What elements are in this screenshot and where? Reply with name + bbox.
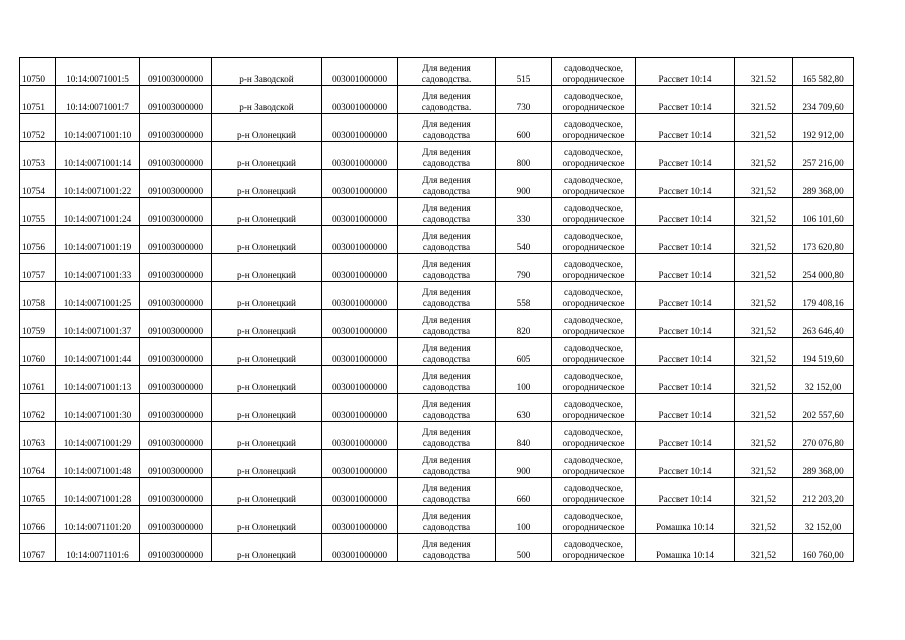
cadastral-cost-cell: 289 368,00 xyxy=(793,170,854,198)
district-name-cell: р-н Олонецкий xyxy=(212,450,322,478)
record-number-cell: 10767 xyxy=(20,534,56,562)
record-number-cell: 10762 xyxy=(20,394,56,422)
permitted-use-cell xyxy=(398,198,496,226)
area-value-cell: 600 xyxy=(496,114,552,142)
permitted-use-cell xyxy=(398,450,496,478)
okato-code-cell: 091003000000 xyxy=(140,58,212,86)
use-type-cell xyxy=(552,422,636,450)
use-type-line-1: садоводческое, xyxy=(564,147,623,157)
okato-code-cell: 091003000000 xyxy=(140,170,212,198)
district-name-cell: р-н Заводской xyxy=(212,86,322,114)
use-type-cell xyxy=(552,506,636,534)
permitted-use-cell xyxy=(398,86,496,114)
permitted-use-line-2: садоводства xyxy=(422,522,471,532)
table-row xyxy=(20,114,854,142)
permitted-use-line-2: садоводства xyxy=(422,186,471,196)
cadastral-cost-cell: 194 519,60 xyxy=(793,338,854,366)
cadastral-cost-cell: 289 368,00 xyxy=(793,450,854,478)
area-value-cell: 730 xyxy=(496,86,552,114)
use-type-line-1: садоводческое, xyxy=(564,203,623,213)
land-category-code-cell: 003001000000 xyxy=(322,450,398,478)
specific-value-cell: 321,52 xyxy=(735,310,793,338)
use-type-line-2: огородническое xyxy=(562,466,625,476)
cadastral-cost-cell: 234 709,60 xyxy=(793,86,854,114)
permitted-use-cell xyxy=(398,170,496,198)
land-category-code-cell: 003001000000 xyxy=(322,506,398,534)
area-value-cell: 515 xyxy=(496,58,552,86)
use-type-cell xyxy=(552,450,636,478)
district-name-cell: р-н Олонецкий xyxy=(212,366,322,394)
permitted-use-line-2: садоводства xyxy=(422,494,471,504)
specific-value-cell: 321,52 xyxy=(735,394,793,422)
area-value-cell: 790 xyxy=(496,254,552,282)
use-type-line-1: садоводческое, xyxy=(564,175,623,185)
district-name-cell: р-н Олонецкий xyxy=(212,338,322,366)
use-type-line-2: огородническое xyxy=(562,214,625,224)
district-name-cell: р-н Олонецкий xyxy=(212,282,322,310)
cadastral-number-cell: 10:14:0071101:20 xyxy=(56,506,140,534)
cadastral-value-table xyxy=(19,57,854,562)
permitted-use-line-1: Для ведения xyxy=(422,147,471,157)
use-type-cell xyxy=(552,366,636,394)
permitted-use-cell xyxy=(398,534,496,562)
permitted-use-cell xyxy=(398,226,496,254)
specific-value-cell: 321,52 xyxy=(735,198,793,226)
permitted-use-cell xyxy=(398,254,496,282)
table-row xyxy=(20,338,854,366)
permitted-use-cell xyxy=(398,282,496,310)
use-type-line-1: садоводческое, xyxy=(564,483,623,493)
use-type-line-2: огородническое xyxy=(562,186,625,196)
table-row xyxy=(20,450,854,478)
specific-value-cell: 321,52 xyxy=(735,142,793,170)
area-value-cell: 800 xyxy=(496,142,552,170)
society-name-cell: Рассвет 10:14 xyxy=(636,366,735,394)
permitted-use-cell xyxy=(398,478,496,506)
use-type-cell xyxy=(552,282,636,310)
use-type-line-2: огородническое xyxy=(562,354,625,364)
cadastral-number-cell: 10:14:0071001:28 xyxy=(56,478,140,506)
use-type-cell xyxy=(552,170,636,198)
area-value-cell: 100 xyxy=(496,366,552,394)
use-type-line-2: огородническое xyxy=(562,494,625,504)
specific-value-cell: 321,52 xyxy=(735,534,793,562)
society-name-cell: Рассвет 10:14 xyxy=(636,226,735,254)
permitted-use-line-2: садоводства xyxy=(422,326,471,336)
area-value-cell: 630 xyxy=(496,394,552,422)
permitted-use-line-1: Для ведения xyxy=(422,483,471,493)
area-value-cell: 660 xyxy=(496,478,552,506)
record-number-cell: 10763 xyxy=(20,422,56,450)
cadastral-number-cell: 10:14:0071001:33 xyxy=(56,254,140,282)
use-type-line-1: садоводческое, xyxy=(564,511,623,521)
permitted-use-line-2: садоводства. xyxy=(421,102,472,112)
district-name-cell: р-н Олонецкий xyxy=(212,422,322,450)
land-category-code-cell: 003001000000 xyxy=(322,114,398,142)
record-number-cell: 10761 xyxy=(20,366,56,394)
record-number-cell: 10766 xyxy=(20,506,56,534)
record-number-cell: 10760 xyxy=(20,338,56,366)
society-name-cell: Рассвет 10:14 xyxy=(636,422,735,450)
specific-value-cell: 321,52 xyxy=(735,338,793,366)
table-row xyxy=(20,226,854,254)
permitted-use-line-2: садоводства xyxy=(422,410,471,420)
permitted-use-line-1: Для ведения xyxy=(422,343,471,353)
specific-value-cell: 321,52 xyxy=(735,506,793,534)
cadastral-cost-cell: 263 646,40 xyxy=(793,310,854,338)
permitted-use-line-2: садоводства xyxy=(422,270,471,280)
permitted-use-cell xyxy=(398,338,496,366)
permitted-use-cell xyxy=(398,58,496,86)
district-name-cell: р-н Олонецкий xyxy=(212,226,322,254)
record-number-cell: 10754 xyxy=(20,170,56,198)
land-category-code-cell: 003001000000 xyxy=(322,226,398,254)
use-type-cell xyxy=(552,478,636,506)
permitted-use-cell xyxy=(398,394,496,422)
specific-value-cell: 321,52 xyxy=(735,282,793,310)
society-name-cell: Ромашка 10:14 xyxy=(636,534,735,562)
use-type-line-1: садоводческое, xyxy=(564,287,623,297)
cadastral-number-cell: 10:14:0071001:25 xyxy=(56,282,140,310)
land-category-code-cell: 003001000000 xyxy=(322,86,398,114)
cadastral-number-cell: 10:14:0071001:37 xyxy=(56,310,140,338)
area-value-cell: 500 xyxy=(496,534,552,562)
specific-value-cell: 321.52 xyxy=(735,58,793,86)
use-type-line-1: садоводческое, xyxy=(564,91,623,101)
table-row xyxy=(20,170,854,198)
area-value-cell: 820 xyxy=(496,310,552,338)
district-name-cell: р-н Заводской xyxy=(212,58,322,86)
okato-code-cell: 091003000000 xyxy=(140,86,212,114)
use-type-line-2: огородническое xyxy=(562,242,625,252)
use-type-cell xyxy=(552,142,636,170)
okato-code-cell: 091003000000 xyxy=(140,142,212,170)
permitted-use-line-1: Для ведения xyxy=(422,259,471,269)
area-value-cell: 558 xyxy=(496,282,552,310)
specific-value-cell: 321,52 xyxy=(735,450,793,478)
okato-code-cell: 091003000000 xyxy=(140,450,212,478)
specific-value-cell: 321,52 xyxy=(735,254,793,282)
use-type-line-1: садоводческое, xyxy=(564,539,623,549)
use-type-cell xyxy=(552,58,636,86)
use-type-line-1: садоводческое, xyxy=(564,371,623,381)
table-row xyxy=(20,534,854,562)
society-name-cell: Рассвет 10:14 xyxy=(636,338,735,366)
cadastral-number-cell: 10:14:0071001:7 xyxy=(56,86,140,114)
cadastral-number-cell: 10:14:0071001:29 xyxy=(56,422,140,450)
use-type-line-1: садоводческое, xyxy=(564,455,623,465)
permitted-use-line-2: садоводства xyxy=(422,466,471,476)
use-type-line-1: садоводческое, xyxy=(564,427,623,437)
use-type-cell xyxy=(552,114,636,142)
use-type-line-2: огородническое xyxy=(562,298,625,308)
land-category-code-cell: 003001000000 xyxy=(322,422,398,450)
use-type-cell xyxy=(552,338,636,366)
use-type-line-1: садоводческое, xyxy=(564,231,623,241)
district-name-cell: р-н Олонецкий xyxy=(212,254,322,282)
record-number-cell: 10756 xyxy=(20,226,56,254)
use-type-cell xyxy=(552,198,636,226)
land-category-code-cell: 003001000000 xyxy=(322,534,398,562)
use-type-line-2: огородническое xyxy=(562,522,625,532)
specific-value-cell: 321,52 xyxy=(735,226,793,254)
cadastral-cost-cell: 32 152,00 xyxy=(793,506,854,534)
permitted-use-line-2: садоводства xyxy=(422,214,471,224)
permitted-use-line-2: садоводства xyxy=(422,354,471,364)
okato-code-cell: 091003000000 xyxy=(140,506,212,534)
table-row xyxy=(20,478,854,506)
table-row xyxy=(20,198,854,226)
society-name-cell: Рассвет 10:14 xyxy=(636,198,735,226)
permitted-use-cell xyxy=(398,310,496,338)
cadastral-number-cell: 10:14:0071001:5 xyxy=(56,58,140,86)
permitted-use-line-2: садоводства xyxy=(422,438,471,448)
land-category-code-cell: 003001000000 xyxy=(322,394,398,422)
use-type-line-1: садоводческое, xyxy=(564,315,623,325)
cadastral-cost-cell: 179 408,16 xyxy=(793,282,854,310)
use-type-line-1: садоводческое, xyxy=(564,119,623,129)
permitted-use-line-1: Для ведения xyxy=(422,511,471,521)
society-name-cell: Рассвет 10:14 xyxy=(636,478,735,506)
table-row xyxy=(20,86,854,114)
use-type-line-1: садоводческое, xyxy=(564,399,623,409)
permitted-use-cell xyxy=(398,142,496,170)
land-category-code-cell: 003001000000 xyxy=(322,142,398,170)
society-name-cell: Ромашка 10:14 xyxy=(636,506,735,534)
area-value-cell: 900 xyxy=(496,450,552,478)
permitted-use-cell xyxy=(398,422,496,450)
use-type-cell xyxy=(552,226,636,254)
record-number-cell: 10751 xyxy=(20,86,56,114)
permitted-use-line-1: Для ведения xyxy=(422,119,471,129)
use-type-line-2: огородническое xyxy=(562,382,625,392)
specific-value-cell: 321,52 xyxy=(735,114,793,142)
district-name-cell: р-н Олонецкий xyxy=(212,394,322,422)
permitted-use-line-1: Для ведения xyxy=(422,203,471,213)
land-category-code-cell: 003001000000 xyxy=(322,338,398,366)
society-name-cell: Рассвет 10:14 xyxy=(636,170,735,198)
table-row xyxy=(20,422,854,450)
land-category-code-cell: 003001000000 xyxy=(322,310,398,338)
use-type-line-2: огородническое xyxy=(562,550,625,560)
use-type-cell xyxy=(552,534,636,562)
area-value-cell: 100 xyxy=(496,506,552,534)
cadastral-number-cell: 10:14:0071001:30 xyxy=(56,394,140,422)
permitted-use-line-2: садоводства xyxy=(422,158,471,168)
record-number-cell: 10765 xyxy=(20,478,56,506)
table-row xyxy=(20,366,854,394)
permitted-use-line-1: Для ведения xyxy=(422,287,471,297)
use-type-line-2: огородническое xyxy=(562,410,625,420)
permitted-use-line-1: Для ведения xyxy=(422,175,471,185)
cadastral-cost-cell: 257 216,00 xyxy=(793,142,854,170)
district-name-cell: р-н Олонецкий xyxy=(212,170,322,198)
permitted-use-line-2: садоводства. xyxy=(421,74,472,84)
okato-code-cell: 091003000000 xyxy=(140,478,212,506)
okato-code-cell: 091003000000 xyxy=(140,254,212,282)
land-category-code-cell: 003001000000 xyxy=(322,478,398,506)
permitted-use-cell xyxy=(398,366,496,394)
cadastral-number-cell: 10:14:0071001:48 xyxy=(56,450,140,478)
permitted-use-line-2: садоводства xyxy=(422,550,471,560)
permitted-use-line-1: Для ведения xyxy=(422,539,471,549)
area-value-cell: 330 xyxy=(496,198,552,226)
cadastral-cost-cell: 106 101,60 xyxy=(793,198,854,226)
land-category-code-cell: 003001000000 xyxy=(322,170,398,198)
record-number-cell: 10758 xyxy=(20,282,56,310)
district-name-cell: р-н Олонецкий xyxy=(212,310,322,338)
use-type-line-2: огородническое xyxy=(562,438,625,448)
use-type-cell xyxy=(552,254,636,282)
use-type-cell xyxy=(552,394,636,422)
cadastral-cost-cell: 212 203,20 xyxy=(793,478,854,506)
table-row xyxy=(20,142,854,170)
cadastral-number-cell: 10:14:0071001:19 xyxy=(56,226,140,254)
table-row xyxy=(20,310,854,338)
permitted-use-line-2: садоводства xyxy=(422,382,471,392)
record-number-cell: 10752 xyxy=(20,114,56,142)
land-category-code-cell: 003001000000 xyxy=(322,58,398,86)
society-name-cell: Рассвет 10:14 xyxy=(636,142,735,170)
area-value-cell: 540 xyxy=(496,226,552,254)
table-row xyxy=(20,58,854,86)
record-number-cell: 10759 xyxy=(20,310,56,338)
table-row xyxy=(20,394,854,422)
district-name-cell: р-н Олонецкий xyxy=(212,142,322,170)
use-type-line-2: огородническое xyxy=(562,326,625,336)
record-number-cell: 10753 xyxy=(20,142,56,170)
area-value-cell: 900 xyxy=(496,170,552,198)
okato-code-cell: 091003000000 xyxy=(140,394,212,422)
use-type-line-2: огородническое xyxy=(562,270,625,280)
district-name-cell: р-н Олонецкий xyxy=(212,478,322,506)
cadastral-number-cell: 10:14:0071001:44 xyxy=(56,338,140,366)
record-number-cell: 10750 xyxy=(20,58,56,86)
permitted-use-line-1: Для ведения xyxy=(422,371,471,381)
permitted-use-line-1: Для ведения xyxy=(422,315,471,325)
land-category-code-cell: 003001000000 xyxy=(322,198,398,226)
cadastral-cost-cell: 173 620,80 xyxy=(793,226,854,254)
record-number-cell: 10757 xyxy=(20,254,56,282)
permitted-use-line-2: садоводства xyxy=(422,130,471,140)
permitted-use-cell xyxy=(398,114,496,142)
specific-value-cell: 321.52 xyxy=(735,86,793,114)
table-row xyxy=(20,282,854,310)
district-name-cell: р-н Олонецкий xyxy=(212,534,322,562)
cadastral-cost-cell: 165 582,80 xyxy=(793,58,854,86)
permitted-use-line-1: Для ведения xyxy=(422,399,471,409)
society-name-cell: Рассвет 10:14 xyxy=(636,114,735,142)
use-type-line-2: огородническое xyxy=(562,102,625,112)
okato-code-cell: 091003000000 xyxy=(140,282,212,310)
use-type-line-2: огородническое xyxy=(562,74,625,84)
okato-code-cell: 091003000000 xyxy=(140,310,212,338)
specific-value-cell: 321,52 xyxy=(735,478,793,506)
permitted-use-cell xyxy=(398,506,496,534)
cadastral-number-cell: 10:14:0071001:22 xyxy=(56,170,140,198)
cadastral-cost-cell: 32 152,00 xyxy=(793,366,854,394)
cadastral-cost-cell: 160 760,00 xyxy=(793,534,854,562)
society-name-cell: Рассвет 10:14 xyxy=(636,58,735,86)
cadastral-number-cell: 10:14:0071001:10 xyxy=(56,114,140,142)
use-type-line-2: огородническое xyxy=(562,158,625,168)
use-type-line-2: огородническое xyxy=(562,130,625,140)
cadastral-cost-cell: 202 557,60 xyxy=(793,394,854,422)
district-name-cell: р-н Олонецкий xyxy=(212,114,322,142)
area-value-cell: 840 xyxy=(496,422,552,450)
district-name-cell: р-н Олонецкий xyxy=(212,198,322,226)
okato-code-cell: 091003000000 xyxy=(140,422,212,450)
area-value-cell: 605 xyxy=(496,338,552,366)
okato-code-cell: 091003000000 xyxy=(140,366,212,394)
specific-value-cell: 321,52 xyxy=(735,422,793,450)
permitted-use-line-2: садоводства xyxy=(422,298,471,308)
record-number-cell: 10764 xyxy=(20,450,56,478)
use-type-line-1: садоводческое, xyxy=(564,259,623,269)
society-name-cell: Рассвет 10:14 xyxy=(636,310,735,338)
okato-code-cell: 091003000000 xyxy=(140,338,212,366)
society-name-cell: Рассвет 10:14 xyxy=(636,254,735,282)
society-name-cell: Рассвет 10:14 xyxy=(636,394,735,422)
society-name-cell: Рассвет 10:14 xyxy=(636,450,735,478)
permitted-use-line-1: Для ведения xyxy=(422,91,471,101)
use-type-line-1: садоводческое, xyxy=(564,343,623,353)
specific-value-cell: 321,52 xyxy=(735,170,793,198)
permitted-use-line-1: Для ведения xyxy=(422,63,471,73)
use-type-cell xyxy=(552,86,636,114)
society-name-cell: Рассвет 10:14 xyxy=(636,282,735,310)
permitted-use-line-1: Для ведения xyxy=(422,427,471,437)
use-type-cell xyxy=(552,310,636,338)
okato-code-cell: 091003000000 xyxy=(140,226,212,254)
cadastral-number-cell: 10:14:0071001:14 xyxy=(56,142,140,170)
use-type-line-1: садоводческое, xyxy=(564,63,623,73)
society-name-cell: Рассвет 10:14 xyxy=(636,86,735,114)
table-row xyxy=(20,506,854,534)
table-row xyxy=(20,254,854,282)
cadastral-number-cell: 10:14:0071001:24 xyxy=(56,198,140,226)
land-category-code-cell: 003001000000 xyxy=(322,254,398,282)
record-number-cell: 10755 xyxy=(20,198,56,226)
land-category-code-cell: 003001000000 xyxy=(322,282,398,310)
permitted-use-line-1: Для ведения xyxy=(422,455,471,465)
okato-code-cell: 091003000000 xyxy=(140,114,212,142)
cadastral-number-cell: 10:14:0071001:13 xyxy=(56,366,140,394)
cadastral-number-cell: 10:14:0071101:6 xyxy=(56,534,140,562)
table-body xyxy=(20,58,854,562)
permitted-use-line-2: садоводства xyxy=(422,242,471,252)
cadastral-cost-cell: 270 076,80 xyxy=(793,422,854,450)
district-name-cell: р-н Олонецкий xyxy=(212,506,322,534)
okato-code-cell: 091003000000 xyxy=(140,198,212,226)
okato-code-cell: 091003000000 xyxy=(140,534,212,562)
land-category-code-cell: 003001000000 xyxy=(322,366,398,394)
permitted-use-line-1: Для ведения xyxy=(422,231,471,241)
cadastral-cost-cell: 192 912,00 xyxy=(793,114,854,142)
specific-value-cell: 321,52 xyxy=(735,366,793,394)
cadastral-cost-cell: 254 000,80 xyxy=(793,254,854,282)
